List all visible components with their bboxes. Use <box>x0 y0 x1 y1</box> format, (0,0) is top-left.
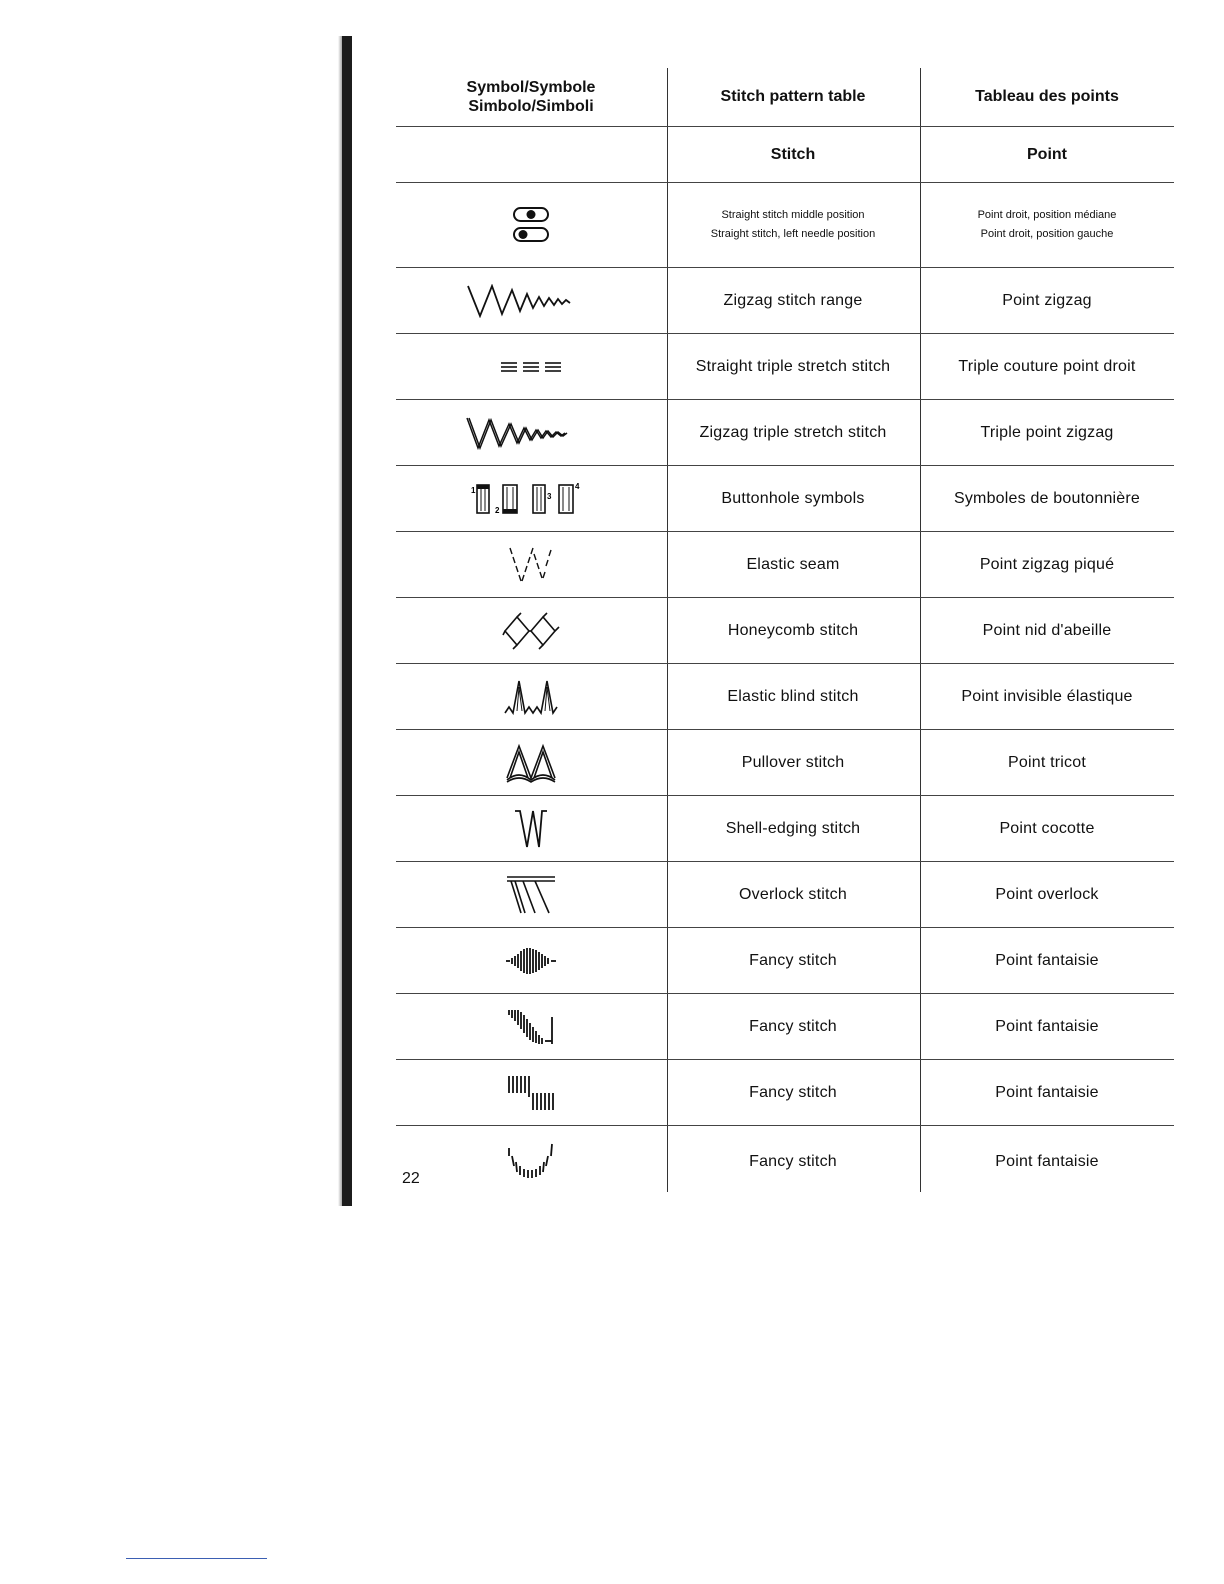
french-description: Point fantaisie <box>995 951 1099 969</box>
french-subheader: Point <box>1027 145 1067 163</box>
english-description: Honeycomb stitch <box>727 621 859 639</box>
french-line: Point droit, position gauche <box>980 228 1114 240</box>
english-line: Straight stitch, left needle position <box>710 228 876 240</box>
french-description: Point fantaisie <box>995 1083 1099 1101</box>
buttonhole-label: 2 <box>495 505 500 515</box>
english-description: Fancy stitch <box>749 1017 837 1035</box>
english-description: Shell-edging stitch <box>725 819 861 837</box>
page-number: 22 <box>402 1170 420 1187</box>
table-subheader-row <box>396 127 1174 183</box>
french-description: Point zigzag piqué <box>979 555 1115 573</box>
zigzag-range-icon <box>396 268 666 333</box>
french-line: Point droit, position médiane <box>977 209 1117 221</box>
table-row <box>396 928 1174 994</box>
elastic-seam-icon <box>396 532 666 597</box>
french-description: Symboles de boutonnière <box>953 489 1141 507</box>
english-description: Buttonhole symbols <box>721 489 865 507</box>
table-row <box>396 862 1174 928</box>
buttonhole-label: 4 <box>575 481 580 491</box>
symbol-column-header <box>396 68 666 126</box>
buttonhole-label: 3 <box>547 491 552 501</box>
french-column-header: Tableau des points <box>975 88 1119 105</box>
english-description: Straight triple stretch stitch <box>695 357 891 375</box>
table-row <box>396 796 1174 862</box>
english-subheader: Stitch <box>770 145 816 163</box>
overlock-icon <box>396 862 666 927</box>
shell-edging-icon <box>396 796 666 861</box>
table-row <box>396 532 1174 598</box>
triple-straight-icon <box>396 334 666 399</box>
english-description: Zigzag triple stretch stitch <box>699 423 887 441</box>
english-description: Pullover stitch <box>741 753 845 771</box>
english-line: Straight stitch middle position <box>721 209 865 221</box>
buttonhole-label: 1 <box>471 485 476 495</box>
table-row <box>396 334 1174 400</box>
buttonhole-icon <box>396 466 666 531</box>
stitch-pattern-table <box>396 68 1174 1198</box>
french-description: Triple point zigzag <box>980 423 1114 441</box>
table-row <box>396 466 1174 532</box>
english-description: Elastic blind stitch <box>727 687 859 705</box>
table-header-row <box>396 68 1174 127</box>
symbol-header-line1: Symbol/Symbole <box>466 79 596 96</box>
table-row <box>396 1126 1174 1198</box>
blind-stitch-icon <box>396 664 666 729</box>
table-row <box>396 400 1174 466</box>
page-binding-edge <box>342 36 352 1206</box>
french-description: Point fantaisie <box>995 1153 1099 1170</box>
french-description: Point nid d'abeille <box>982 621 1112 639</box>
fancy-crescent-icon <box>396 1126 666 1198</box>
pullover-icon <box>396 730 666 795</box>
table-row <box>396 730 1174 796</box>
table-row <box>396 598 1174 664</box>
english-description: Zigzag stitch range <box>723 291 863 309</box>
table-row <box>396 664 1174 730</box>
french-description: Point fantaisie <box>995 1017 1099 1035</box>
english-description: Fancy stitch <box>749 1083 837 1101</box>
table-row <box>396 268 1174 334</box>
french-description: Point zigzag <box>1002 291 1092 309</box>
english-description: Elastic seam <box>746 555 840 573</box>
footer-rule <box>126 1558 267 1559</box>
symbol-header-line2: Simbolo/Simboli <box>468 98 594 115</box>
english-column-header: Stitch pattern table <box>720 88 866 105</box>
table-row <box>396 1060 1174 1126</box>
fancy-oval-icon <box>396 928 666 993</box>
honeycomb-icon <box>396 598 666 663</box>
french-description: Point invisible élastique <box>961 687 1133 705</box>
french-description: Point tricot <box>1008 753 1086 771</box>
french-description: Point cocotte <box>999 819 1095 837</box>
french-description <box>920 183 1174 267</box>
table-row <box>396 183 1174 268</box>
symbol-subheader <box>396 127 666 182</box>
english-description: Fancy stitch <box>749 951 837 969</box>
fancy-descending-icon <box>396 994 666 1059</box>
table-row <box>396 994 1174 1060</box>
english-description: Overlock stitch <box>739 885 847 903</box>
triple-zigzag-icon <box>396 400 666 465</box>
french-description: Triple couture point droit <box>958 357 1136 375</box>
english-description: Fancy stitch <box>749 1153 837 1170</box>
fancy-step-icon <box>396 1060 666 1125</box>
needle-position-icon <box>396 183 666 267</box>
english-description <box>666 183 920 267</box>
french-description: Point overlock <box>995 885 1099 903</box>
